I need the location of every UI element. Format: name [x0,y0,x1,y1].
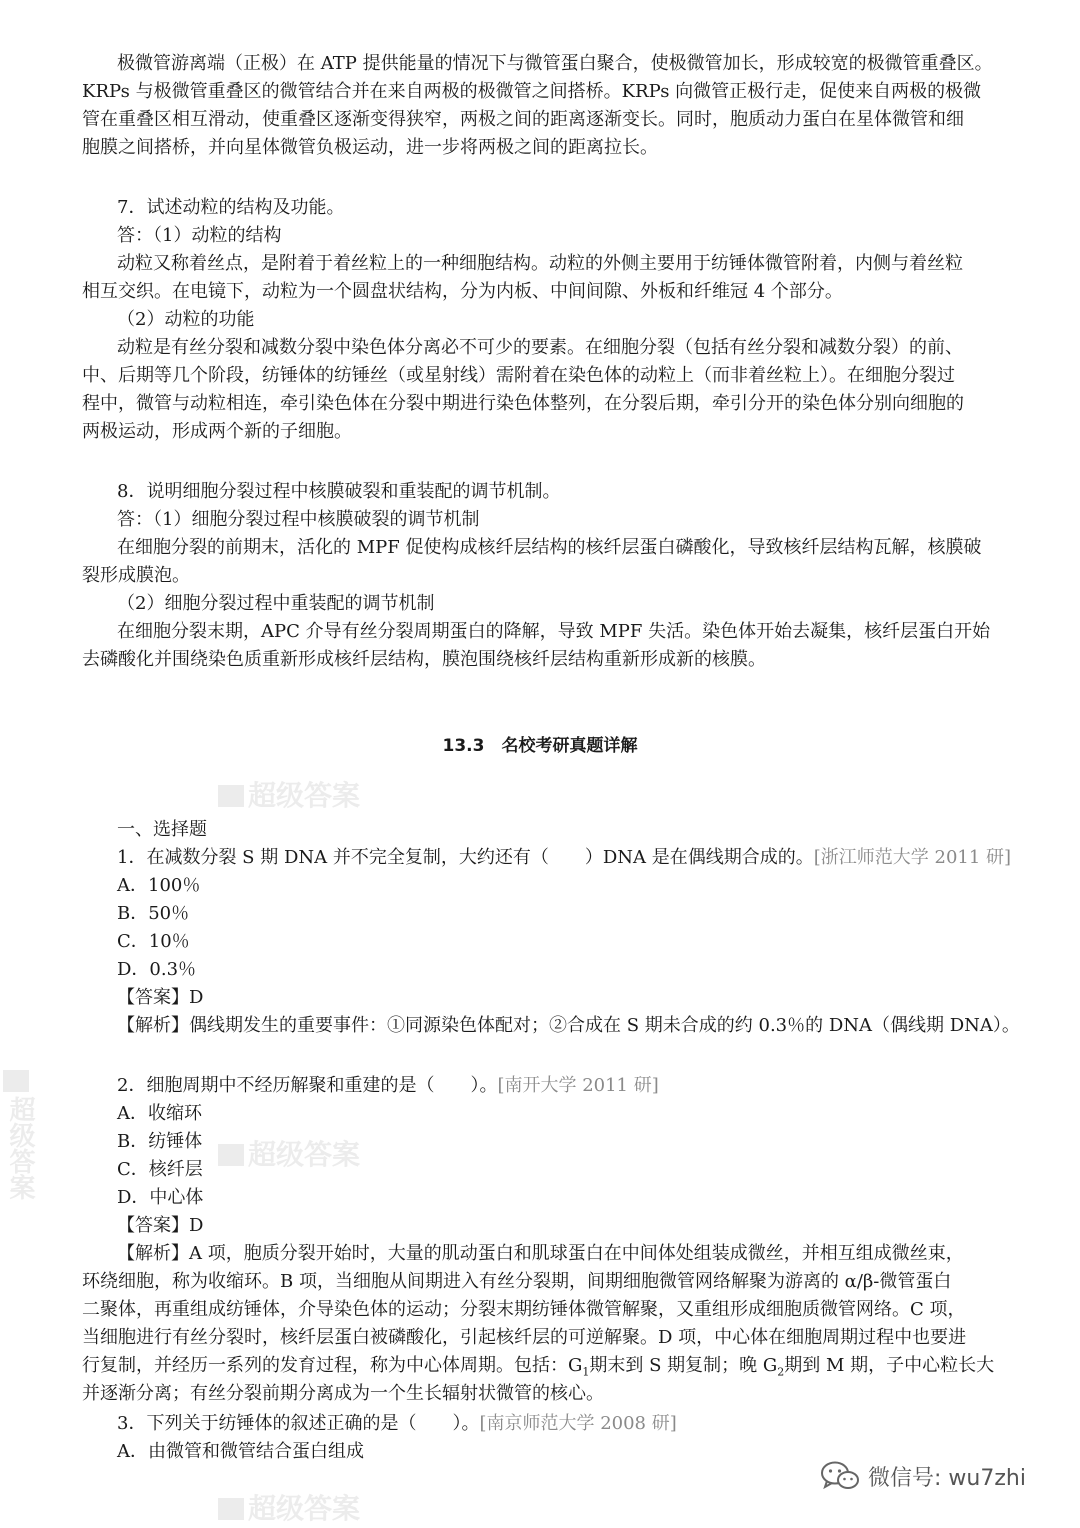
question-stem: 2．细胞周期中不经历解聚和重建的是（ ）。[南开大学 2011 研] [117,1075,659,1096]
option-d: D．0.3％ [117,959,197,980]
analysis-line: 并逐渐分离；有丝分裂前期分离成为一个生长辐射状微管的核心。 [82,1383,604,1404]
paragraph-line: 在细胞分裂的前期末，活化的 MPF 促使构成核纤层结构的核纤层蛋白磷酸化，导致核纤层结构瓦解，核膜破 [117,537,982,558]
answer-label: 【答案】D [117,1215,204,1236]
answer-label: 【答案】D [117,987,204,1008]
wechat-footer [820,1460,1026,1492]
choice-section-title: 一、选择题 [117,819,207,840]
paragraph-line: 程中，微管与动粒相连，牵引染色体在分裂中期进行染色体整列，在分裂后期，牵引分开的染色体分别向细胞的 [82,393,964,414]
answer-subheading: （2）细胞分裂过程中重装配的调节机制 [117,593,435,614]
watermark: 超级答案 [218,1487,360,1527]
paragraph-line: KRPs 与极微管重叠区的微管结合并在来自两极的极微管之间搭桥。KRPs 向微管正极行走，促使来自两极的极微 [82,81,982,102]
watermark-vertical: 超级答案 [2,1070,39,1200]
option-c: C．10％ [117,931,190,952]
paragraph-line: 极微管游离端（正极）在 ATP 提供能量的情况下与微管蛋白聚合，使极微管加长，形成较宽的极微管重叠区。 [117,53,993,74]
wechat-icon [820,1460,860,1492]
answer-heading: 答：（1）动粒的结构 [117,225,282,246]
watermark: 超级答案 [218,774,360,814]
question-7: 7．试述动粒的结构及功能。 [117,197,345,218]
analysis-line: 环绕细胞，称为收缩环。B 项，当细胞从间期进入有丝分裂期，间期细胞微管网络解聚为游离的 α/β-微管蛋白 [82,1271,952,1292]
analysis-line: 【解析】偶线期发生的重要事件：①同源染色体配对；②合成在 S 期未合成的约 0.3％的 DNA（偶线期 DNA）。 [117,1015,1020,1036]
paragraph-line: 相互交织。在电镜下，动粒为一个圆盘状结构，分为内板、中间间隙、外板和纤维冠 4 个部分。 [82,281,843,302]
analysis-line: 二聚体，再重组成纺锤体，介导染色体的运动；分裂末期纺锤体微管解聚，又重组形成细胞质微管网络。C 项， [82,1299,966,1320]
option-a: A．收缩环 [117,1103,202,1124]
option-d: D．中心体 [117,1187,204,1208]
option-a: A．由微管和微管结合蛋白组成 [117,1441,364,1462]
question-source: [南开大学 2011 研] [497,1075,659,1096]
analysis-line: 行复制，并经历一系列的发育过程，称为中心体周期。包括：$G_1$期末到 S 期复制；晚 $G_2$期到 M 期，子中心粒长大 [82,1355,995,1379]
analysis-line: 当细胞进行有丝分裂时，核纤层蛋白被磷酸化，引起核纤层的可逆解聚。D 项，中心体在细胞周期过程中也要进 [82,1327,967,1348]
option-a: A．100％ [117,875,201,896]
option-b: B．纺锤体 [117,1131,203,1152]
paragraph-line: 两极运动，形成两个新的子细胞。 [82,421,352,442]
paragraph-line: 去磷酸化并围绕染色质重新形成核纤层结构，膜泡围绕核纤层结构重新形成新的核膜。 [82,649,766,670]
paragraph-line: 中、后期等几个阶段，纺锤体的纺锤丝（或星射线）需附着在染色体的动粒上（而非着丝粒上）。在细胞分裂过 [82,365,955,386]
answer-heading: 答：（1）细胞分裂过程中核膜破裂的调节机制 [117,509,480,530]
question-source: [浙江师范大学 2011 研] [813,847,1012,868]
paragraph-line: 胞膜之间搭桥，并向星体微管负极运动，进一步将两极之间的距离拉长。 [82,137,658,158]
question-stem: 3．下列关于纺锤体的叙述正确的是（ ）。[南京师范大学 2008 研] [117,1413,677,1434]
paragraph-line: 动粒又称着丝点，是附着于着丝粒上的一种细胞结构。动粒的外侧主要用于纺锤体微管附着，内侧与着丝粒 [117,253,963,274]
analysis-line: 【解析】A 项，胞质分裂开始时，大量的肌动蛋白和肌球蛋白在中间体处组装成微丝，并相互组成微丝束， [117,1243,964,1264]
section-heading: 13.3 名校考研真题详解 [442,736,638,756]
watermark: 超级答案 [218,1133,360,1173]
wechat-id-label: 微信号: wu7zhi [868,1465,1026,1491]
question-stem: 1．在减数分裂 S 期 DNA 并不完全复制，大约还有（ ）DNA 是在偶线期合成的。[浙江师范大学 2011 研] [117,847,1012,868]
paragraph-line: 裂形成膜泡。 [82,565,190,586]
paragraph-line: 在细胞分裂末期，APC 介导有丝分裂周期蛋白的降解，导致 MPF 失活。染色体开始去凝集，核纤层蛋白开始 [117,621,991,642]
answer-subheading: （2）动粒的功能 [117,309,255,330]
paragraph-line: 动粒是有丝分裂和减数分裂中染色体分离必不可少的要素。在细胞分裂（包括有丝分裂和减数分裂）的前、 [117,337,963,358]
option-b: B．50％ [117,903,190,924]
question-8: 8．说明细胞分裂过程中核膜破裂和重装配的调节机制。 [117,481,561,502]
paragraph-line: 管在重叠区相互滑动，使重叠区逐渐变得狭窄，两极之间的距离逐渐变长。同时，胞质动力蛋白在星体微管和细 [82,109,964,130]
question-source: [南京师范大学 2008 研] [479,1413,677,1434]
option-c: C．核纤层 [117,1159,203,1180]
